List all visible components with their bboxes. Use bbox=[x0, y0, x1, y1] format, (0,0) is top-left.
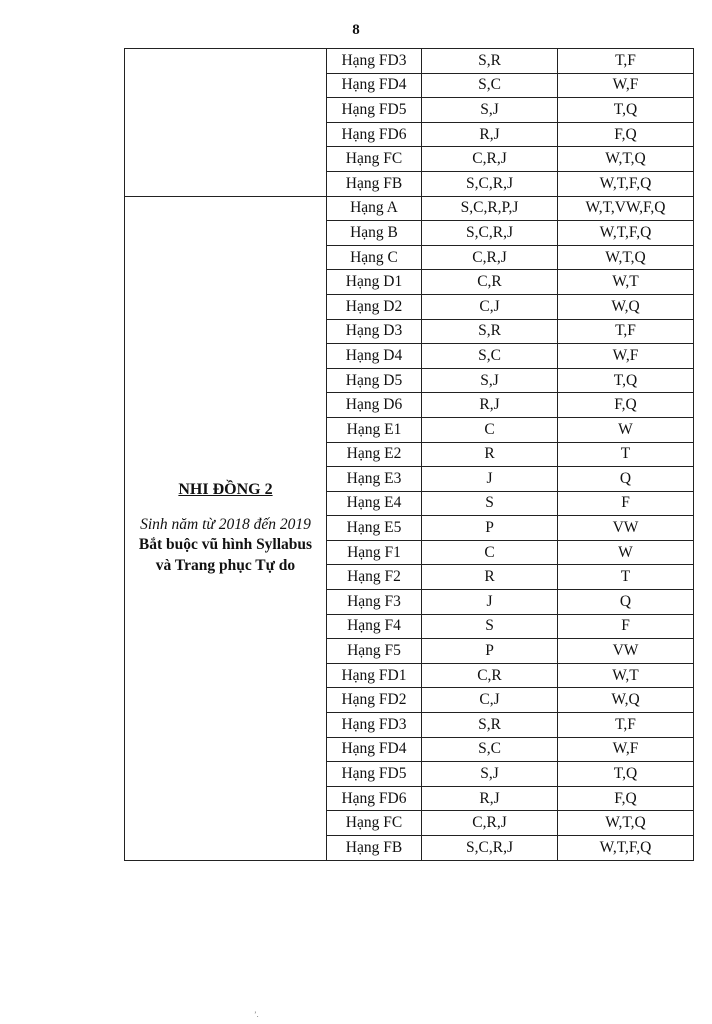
dances-cell: J bbox=[422, 590, 558, 615]
extra-dances-cell: Q bbox=[558, 467, 694, 492]
extra-dances-cell: F,Q bbox=[558, 122, 694, 147]
level-cell: Hạng E5 bbox=[327, 516, 422, 541]
level-cell: Hạng B bbox=[327, 221, 422, 246]
table-row bbox=[125, 196, 694, 221]
level-cell: Hạng FD4 bbox=[327, 73, 422, 98]
dances-cell: R bbox=[422, 565, 558, 590]
dances-cell: C,J bbox=[422, 688, 558, 713]
extra-dances-cell: W,T,Q bbox=[558, 147, 694, 172]
level-cell: Hạng FD6 bbox=[327, 786, 422, 811]
level-cell: Hạng F4 bbox=[327, 614, 422, 639]
level-cell: Hạng D6 bbox=[327, 393, 422, 418]
dances-cell: S,J bbox=[422, 762, 558, 787]
extra-dances-cell: W,T bbox=[558, 270, 694, 295]
level-cell: Hạng A bbox=[327, 196, 422, 221]
level-cell: Hạng FB bbox=[327, 171, 422, 196]
extra-dances-cell: F bbox=[558, 614, 694, 639]
extra-dances-cell: W,F bbox=[558, 73, 694, 98]
dances-cell: S,J bbox=[422, 368, 558, 393]
dances-cell: C,J bbox=[422, 294, 558, 319]
level-cell: Hạng E2 bbox=[327, 442, 422, 467]
level-cell: Hạng FD6 bbox=[327, 122, 422, 147]
level-cell: Hạng D5 bbox=[327, 368, 422, 393]
extra-dances-cell: T,Q bbox=[558, 98, 694, 123]
level-cell: Hạng E3 bbox=[327, 467, 422, 492]
level-cell: Hạng FC bbox=[327, 147, 422, 172]
extra-dances-cell: T bbox=[558, 442, 694, 467]
dances-cell: S,J bbox=[422, 98, 558, 123]
dances-cell: R bbox=[422, 442, 558, 467]
dances-cell: C,R,J bbox=[422, 811, 558, 836]
level-cell: Hạng FD4 bbox=[327, 737, 422, 762]
category-cell bbox=[125, 49, 327, 197]
category-cell bbox=[125, 196, 327, 860]
extra-dances-cell: W,T,F,Q bbox=[558, 836, 694, 861]
level-cell: Hạng D2 bbox=[327, 294, 422, 319]
extra-dances-cell: W,T,Q bbox=[558, 811, 694, 836]
extra-dances-cell: W,T bbox=[558, 663, 694, 688]
dances-cell: S,R bbox=[422, 713, 558, 738]
level-cell: Hạng FC bbox=[327, 811, 422, 836]
dances-cell: P bbox=[422, 639, 558, 664]
level-cell: Hạng D4 bbox=[327, 344, 422, 369]
extra-dances-cell: W,F bbox=[558, 344, 694, 369]
dances-cell: S,R bbox=[422, 319, 558, 344]
dances-cell: C,R bbox=[422, 663, 558, 688]
birth-years-text: Sinh năm từ 2018 đến 2019 bbox=[140, 516, 311, 534]
category-table bbox=[124, 48, 694, 861]
level-cell: Hạng FD5 bbox=[327, 762, 422, 787]
dances-cell: C,R bbox=[422, 270, 558, 295]
extra-dances-cell: T,F bbox=[558, 319, 694, 344]
extra-dances-cell: W,T,Q bbox=[558, 245, 694, 270]
extra-dances-cell: W,T,F,Q bbox=[558, 221, 694, 246]
level-cell: Hạng E1 bbox=[327, 417, 422, 442]
dances-cell: S,C bbox=[422, 737, 558, 762]
extra-dances-cell: W bbox=[558, 417, 694, 442]
requirement-line-2: và Trang phục Tự do bbox=[155, 556, 296, 574]
level-cell: Hạng F3 bbox=[327, 590, 422, 615]
extra-dances-cell: T,Q bbox=[558, 762, 694, 787]
level-cell: Hạng F5 bbox=[327, 639, 422, 664]
dances-cell: S,R bbox=[422, 49, 558, 74]
dances-cell: S,C bbox=[422, 73, 558, 98]
dances-cell: S,C,R,P,J bbox=[422, 196, 558, 221]
extra-dances-cell: T,Q bbox=[558, 368, 694, 393]
dances-cell: C,R,J bbox=[422, 147, 558, 172]
dances-cell: R,J bbox=[422, 786, 558, 811]
level-cell: Hạng FD2 bbox=[327, 688, 422, 713]
dances-cell: S,C,R,J bbox=[422, 171, 558, 196]
level-cell: Hạng FD3 bbox=[327, 713, 422, 738]
extra-dances-cell: W,T,F,Q bbox=[558, 171, 694, 196]
table-row bbox=[125, 49, 694, 74]
extra-dances-cell: W,F bbox=[558, 737, 694, 762]
dances-cell: C bbox=[422, 417, 558, 442]
level-cell: Hạng FD5 bbox=[327, 98, 422, 123]
level-cell: Hạng F2 bbox=[327, 565, 422, 590]
extra-dances-cell: W,T,VW,F,Q bbox=[558, 196, 694, 221]
extra-dances-cell: F,Q bbox=[558, 393, 694, 418]
dances-cell: S,C bbox=[422, 344, 558, 369]
level-cell: Hạng D1 bbox=[327, 270, 422, 295]
extra-dances-cell: VW bbox=[558, 639, 694, 664]
dances-cell: P bbox=[422, 516, 558, 541]
dances-cell: R,J bbox=[422, 393, 558, 418]
extra-dances-cell: W bbox=[558, 540, 694, 565]
dances-cell: R,J bbox=[422, 122, 558, 147]
dances-cell: S,C,R,J bbox=[422, 836, 558, 861]
extra-dances-cell: F bbox=[558, 491, 694, 516]
dances-cell: S,C,R,J bbox=[422, 221, 558, 246]
dances-cell: C,R,J bbox=[422, 245, 558, 270]
category-title: NHI ĐỒNG 2 bbox=[178, 481, 273, 499]
dances-cell: J bbox=[422, 467, 558, 492]
requirement-line-1: Bắt buộc vũ hình Syllabus bbox=[138, 536, 313, 554]
extra-dances-cell: W,Q bbox=[558, 688, 694, 713]
extra-dances-cell: Q bbox=[558, 590, 694, 615]
level-cell: Hạng D3 bbox=[327, 319, 422, 344]
level-cell: Hạng FB bbox=[327, 836, 422, 861]
level-cell: Hạng E4 bbox=[327, 491, 422, 516]
page-number: 8 bbox=[352, 22, 360, 38]
extra-dances-cell: F,Q bbox=[558, 786, 694, 811]
dances-cell: S bbox=[422, 614, 558, 639]
extra-dances-cell: T,F bbox=[558, 713, 694, 738]
extra-dances-cell: T,F bbox=[558, 49, 694, 74]
extra-dances-cell: W,Q bbox=[558, 294, 694, 319]
scan-speck: ’. bbox=[254, 1010, 259, 1019]
level-cell: Hạng C bbox=[327, 245, 422, 270]
extra-dances-cell: VW bbox=[558, 516, 694, 541]
level-cell: Hạng F1 bbox=[327, 540, 422, 565]
level-cell: Hạng FD1 bbox=[327, 663, 422, 688]
category-table-body bbox=[125, 49, 694, 861]
level-cell: Hạng FD3 bbox=[327, 49, 422, 74]
extra-dances-cell: T bbox=[558, 565, 694, 590]
dances-cell: S bbox=[422, 491, 558, 516]
dances-cell: C bbox=[422, 540, 558, 565]
